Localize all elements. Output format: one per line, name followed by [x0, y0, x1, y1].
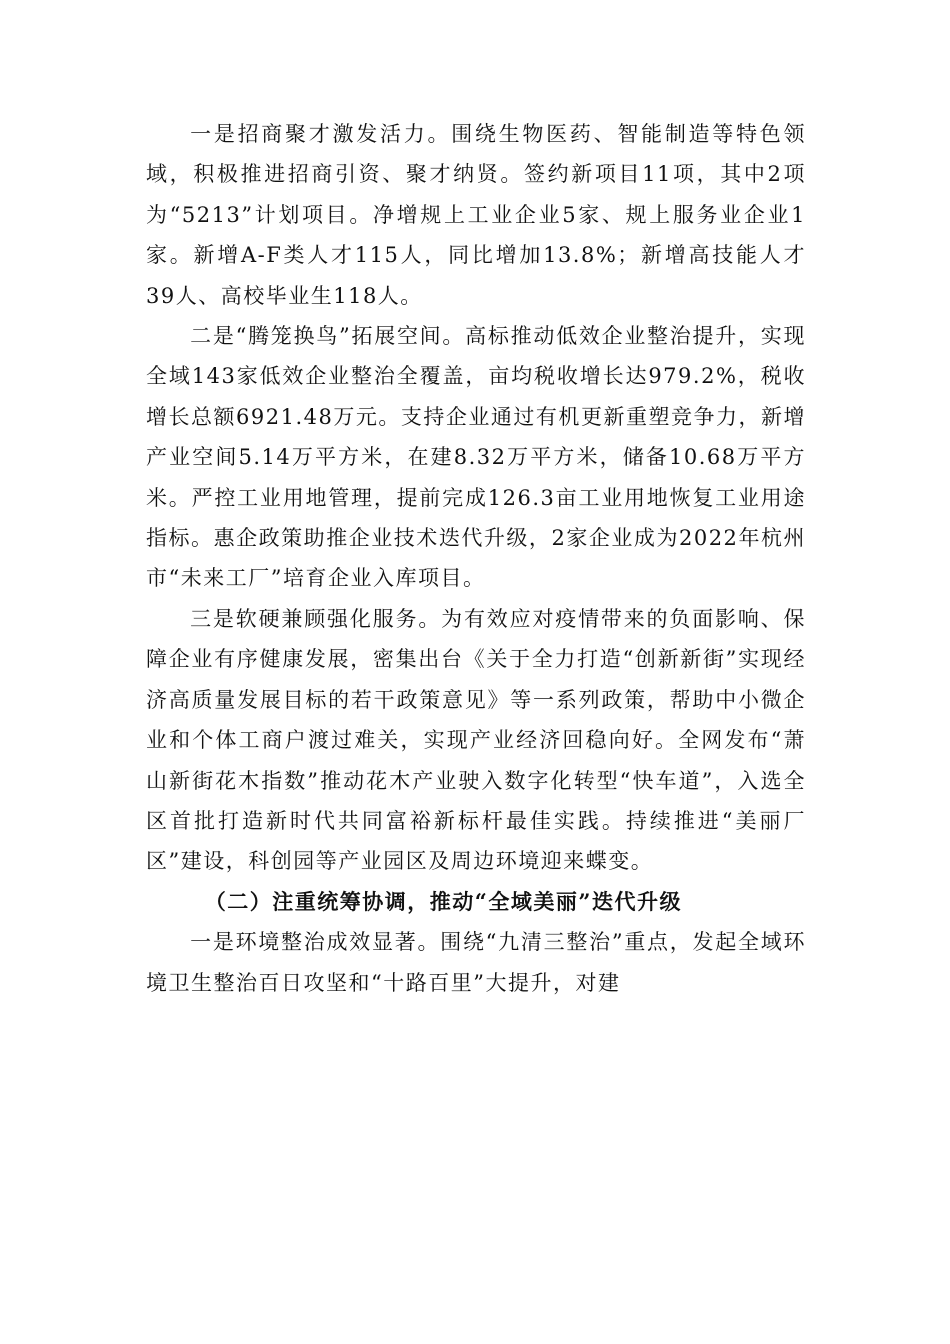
document-body	[146, 114, 806, 1003]
paragraph-service-strengthening: 三是软硬兼顾强化服务。为有效应对疫情带来的负面影响、保障企业有序健康发展，密集出台《关于全力打造“创新新街”实现经济高质量发展目标的若干政策意见》等一系列政策，帮助中小微企业和个体工商户渡过难关，实现产业经济回稳向好。全网发布“萧山新街花木指数”推动花木产业驶入数字化转型“快车道”，入选全区首批打造新时代共同富裕新标杆最佳实践。持续推进“美丽厂区”建设，科创园等产业园区及周边环境迎来蝶变。	[146, 606, 806, 874]
paragraph-environment-improvement: 一是环境整治成效显著。围绕“九清三整治”重点，发起全域环境卫生整治百日攻坚和“十路百里”大提升，对建	[146, 930, 806, 995]
paragraph-space-expansion: 二是“腾笼换鸟”拓展空间。高标推动低效企业整治提升，实现全域143家低效企业整治全覆盖，亩均税收增长达979.2%，税收增长总额6921.48万元。支持企业通过有机更新重塑竞争力，新增产业空间5.14万平方米，在建8.32万平方米，储备10.68万平方米。严控工业用地管理，提前完成126.3亩工业用地恢复工业用途指标。惠企政策助推企业技术迭代升级，2家企业成为2022年杭州市“未来工厂”培育企业入库项目。	[146, 324, 806, 591]
paragraph-investment-talent: 一是招商聚才激发活力。围绕生物医药、智能制造等特色领域，积极推进招商引资、聚才纳贤。签约新项目11项，其中2项为“5213”计划项目。净增规上工业企业5家、规上服务业企业1家。新增A-F类人才115人，同比增加13.8%；新增高技能人才39人、高校毕业生118人。	[146, 122, 806, 308]
section-heading: （二）注重统筹协调，推动“全域美丽”迭代升级	[204, 888, 682, 914]
